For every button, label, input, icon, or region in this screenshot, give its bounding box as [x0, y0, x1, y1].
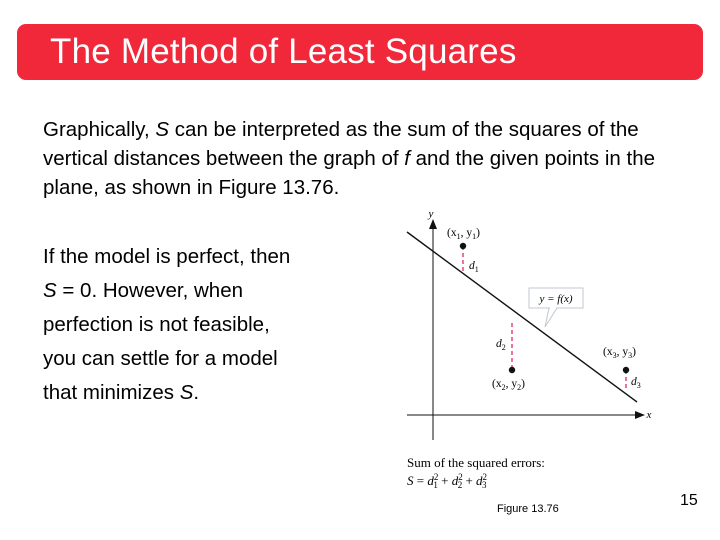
paragraph-2-line-2: [43, 274, 363, 308]
title-bar: [17, 24, 703, 80]
y-axis-arrow: [429, 219, 437, 229]
point-1-label: ($x_1$, $y_1$): [447, 227, 480, 241]
x-axis-arrow: [635, 411, 645, 419]
sum-formula: $S = d^2$ $1 + d^2$ $2 + d^2$ 3: [407, 472, 488, 490]
paragraph-2-line-5: [43, 376, 363, 410]
point-2-label: ($x_2$, $y_2$): [492, 378, 525, 392]
y-axis-label: y: [428, 208, 434, 220]
data-point-3: [623, 367, 629, 373]
variable-s: S: [43, 279, 57, 302]
paragraph-1: [43, 115, 703, 202]
paragraph-2-line-5-text: that minimizes: [43, 381, 180, 404]
variable-f: f: [404, 147, 410, 170]
model-callout: [529, 288, 583, 327]
paragraph-2-line-1: If the model is perfect, then: [43, 245, 291, 268]
paragraph-2-line-4: you can settle for a model: [43, 347, 278, 370]
model-callout-label: y = f(x): [539, 293, 573, 305]
variable-s: S: [179, 381, 194, 404]
data-point-2: [509, 367, 515, 373]
paragraph-1-text-a: Graphically,: [43, 118, 156, 141]
paragraph-1-text-c: and the given points in the plane, as shown in Figure 13.76.: [43, 147, 655, 199]
figure-caption: Figure 13.76: [497, 503, 559, 515]
d1-label: $d_1$: [469, 260, 479, 274]
point-3-label: ($x_3$, $y_3$): [603, 346, 636, 360]
paragraph-2-line-2-text: = 0. However, when: [56, 279, 243, 302]
paragraph-1-text-b: can be interpreted as the sum of the squares of the vertical distances between the graph of: [43, 118, 639, 170]
paragraph-2: [43, 240, 363, 410]
d2-label: $d_2$: [496, 338, 506, 352]
x-axis-label: x: [646, 409, 652, 421]
data-point-1: [460, 243, 466, 249]
slide-title: The Method of Least Squares: [50, 32, 517, 71]
paragraph-2-line-3: perfection is not feasible,: [43, 313, 270, 336]
model-line: [407, 232, 637, 402]
sum-label: Sum of the squared errors:: [407, 455, 545, 470]
period: .: [193, 381, 200, 404]
d3-label: $d_3$: [631, 376, 641, 390]
variable-s: S: [155, 118, 170, 141]
least-squares-figure: [395, 205, 670, 495]
page-number: 15: [680, 492, 698, 509]
